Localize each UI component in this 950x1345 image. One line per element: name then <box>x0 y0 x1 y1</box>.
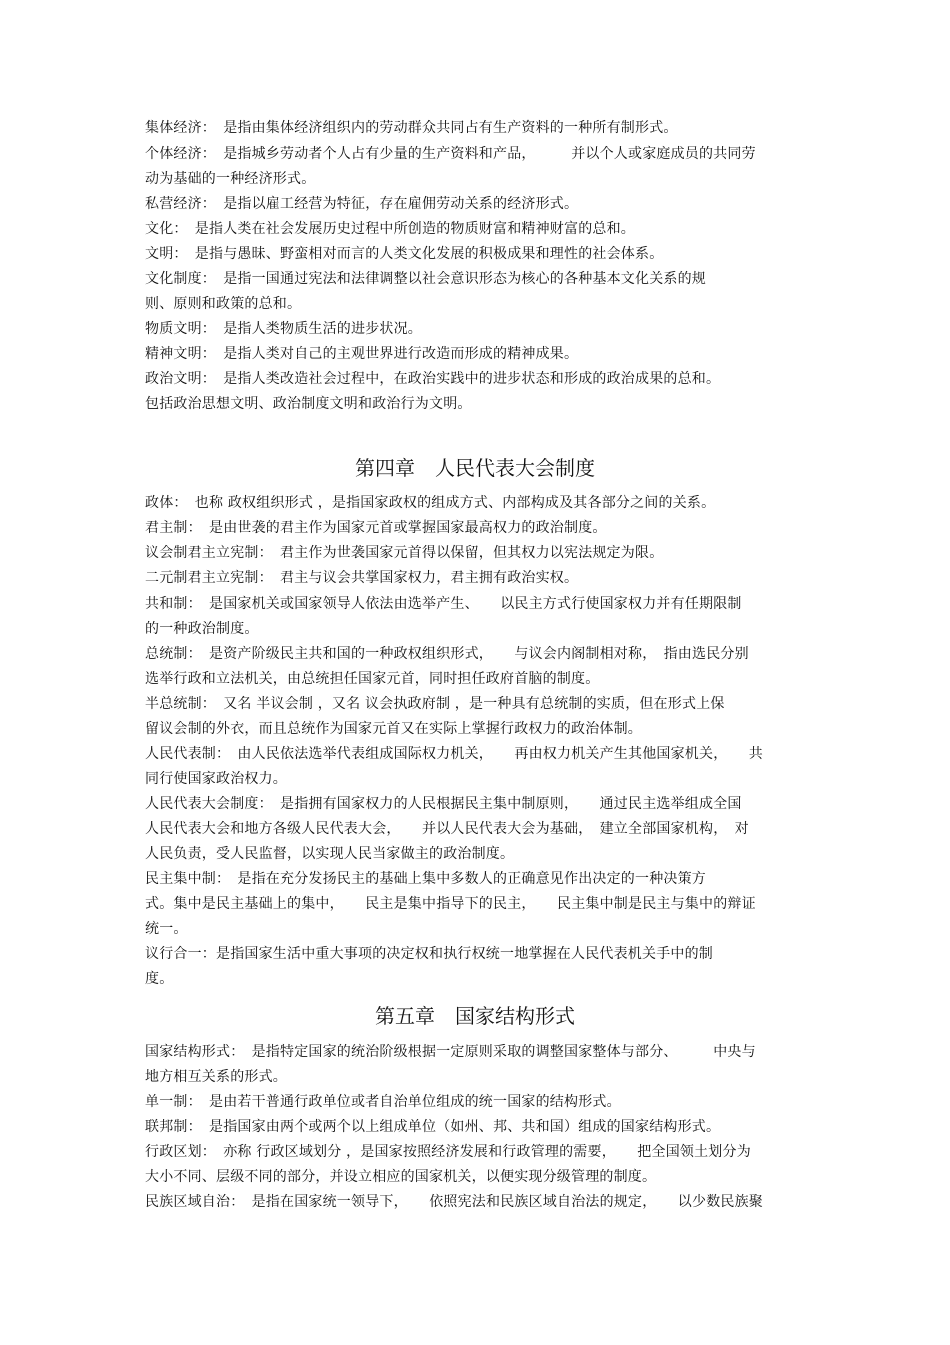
text-line: 君主制： 是由世袭的君主作为国家元首或掌握国家最高权力的政治制度。 <box>145 520 607 536</box>
text-line: 人民代表大会制度： 是指拥有国家权力的人民根据民主集中制原则， 通过民主选举组成全国 <box>145 796 742 812</box>
text-line: 联邦制： 是指国家由两个或两个以上组成单位（如州、邦、共和国）组成的国家结构形式。 <box>145 1119 721 1135</box>
chapter-4-title: 第四章 人民代表大会制度 <box>355 456 595 480</box>
text-line: 议行合一：是指国家生活中重大事项的决定权和执行权统一地掌握在人民代表机关手中的制 <box>145 946 713 962</box>
text-line: 同行使国家政治权力。 <box>145 771 287 787</box>
text-line: 精神文明： 是指人类对自己的主观世界进行改造而形成的精神成果。 <box>145 346 579 362</box>
text-line: 总统制： 是资产阶级民主共和国的一种政权组织形式， 与议会内阁制相对称， 指由选民分别 <box>145 646 749 662</box>
text-line: 统一。 <box>145 921 188 937</box>
text-line: 人民负责，受人民监督，以实现人民当家做主的政治制度。 <box>145 846 515 862</box>
text-line: 私营经济： 是指以雇工经营为特征，存在雇佣劳动关系的经济形式。 <box>145 196 579 212</box>
text-line: 政治文明： 是指人类改造社会过程中，在政治实践中的进步状态和形成的政治成果的总和。 <box>145 371 721 387</box>
text-line: 式。集中是民主基础上的集中， 民主是集中指导下的民主， 民主集中制是民主与集中的辩证 <box>145 896 756 912</box>
text-line: 则、原则和政策的总和。 <box>145 296 302 312</box>
text-line: 半总统制： 又名 半议会制 ，又名 议会执政府制 ，是一种具有总统制的实质，但在形式上保 <box>145 696 725 712</box>
text-line: 地方相互关系的形式。 <box>145 1069 287 1085</box>
text-line: 文化： 是指人类在社会发展历史过程中所创造的物质财富和精神财富的总和。 <box>145 221 635 237</box>
text-line: 人民代表大会和地方各级人民代表大会， 并以人民代表大会为基础， 建立全部国家机构， 对 <box>145 821 749 837</box>
text-line: 包括政治思想文明、政治制度文明和政治行为文明。 <box>145 396 472 412</box>
text-line: 二元制君主立宪制： 君主与议会共掌国家权力，君主拥有政治实权。 <box>145 570 579 586</box>
text-line: 文化制度： 是指一国通过宪法和法律调整以社会意识形态为核心的各种基本文化关系的规 <box>145 271 706 287</box>
text-line: 大小不同、层级不同的部分，并设立相应的国家机关，以便实现分级管理的制度。 <box>145 1169 657 1185</box>
text-line: 物质文明： 是指人类物质生活的进步状况。 <box>145 321 422 337</box>
text-line: 行政区划： 亦称 行政区域划分 ，是国家按照经济发展和行政管理的需要， 把全国领土划分为 <box>145 1144 751 1160</box>
text-line: 人民代表制： 由人民依法选举代表组成国际权力机关， 再由权力机关产生其他国家机关， 共 <box>145 746 763 762</box>
text-line: 文明： 是指与愚昧、野蛮相对而言的人类文化发展的积极成果和理性的社会体系。 <box>145 246 664 262</box>
text-line: 选举行政和立法机关，由总统担任国家元首，同时担任政府首脑的制度。 <box>145 671 600 687</box>
text-line: 单一制： 是由若干普通行政单位或者自治单位组成的统一国家的结构形式。 <box>145 1094 621 1110</box>
text-line: 民族区域自治： 是指在国家统一领导下， 依照宪法和民族区域自治法的规定， 以少数民族聚 <box>145 1194 763 1210</box>
text-line: 议会制君主立宪制： 君主作为世袭国家元首得以保留，但其权力以宪法规定为限。 <box>145 545 664 561</box>
text-line: 共和制： 是国家机关或国家领导人依法由选举产生、 以民主方式行使国家权力并有任期限制 <box>145 596 742 612</box>
text-line: 的一种政治制度。 <box>145 621 259 637</box>
text-line: 集体经济： 是指由集体经济组织内的劳动群众共同占有生产资料的一种所有制形式。 <box>145 120 678 136</box>
text-line: 动为基础的一种经济形式。 <box>145 171 316 187</box>
text-line: 度。 <box>145 971 174 987</box>
text-line: 国家结构形式： 是指特定国家的统治阶级根据一定原则采取的调整国家整体与部分、 中央与 <box>145 1044 756 1060</box>
text-line: 留议会制的外衣，而且总统作为国家元首又在实际上掌握行政权力的政治体制。 <box>145 721 642 737</box>
text-line: 政体： 也称 政权组织形式 ，是指国家政权的组成方式、内部构成及其各部分之间的关系。 <box>145 495 716 511</box>
chapter-5-title: 第五章 国家结构形式 <box>375 1004 575 1028</box>
text-line: 个体经济： 是指城乡劳动者个人占有少量的生产资料和产品， 并以个人或家庭成员的共同劳 <box>145 146 756 162</box>
text-line: 民主集中制： 是指在充分发扬民主的基础上集中多数人的正确意见作出决定的一种决策方 <box>145 871 706 887</box>
